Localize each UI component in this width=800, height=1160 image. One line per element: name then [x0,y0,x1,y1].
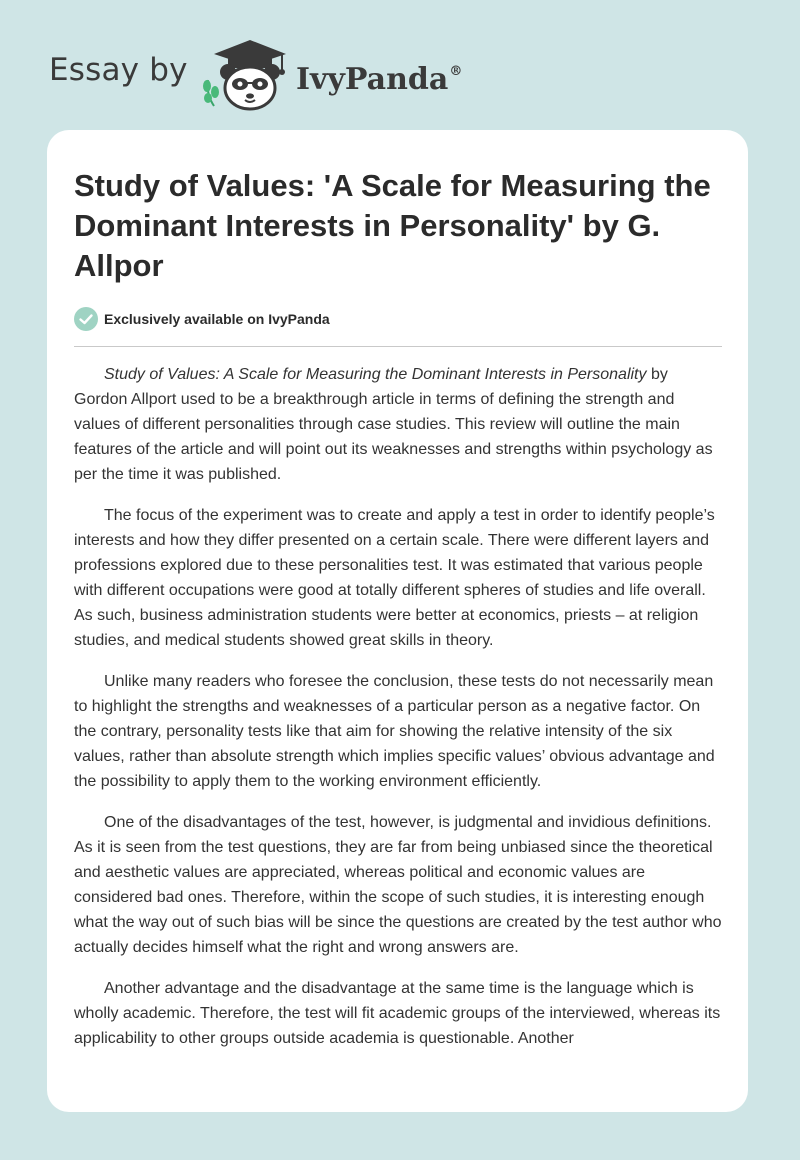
essay-title: Study of Values: 'A Scale for Measuring the Dominant Interests in Personality' by G. Allpor [74,168,711,283]
paragraph-3: Unlike many readers who foresee the conclusion, these tests do not necessarily mean to highlight the strengths and weaknesses of a particular person as a negative factor. On the contrary, personality tests like that aim for showing the relative intensity of the six values, rather than absolute strength which implies specific values’ obvious advantage and the possibility to apply them to the working environment efficiently. [74,673,715,790]
paragraph-1 [74,362,724,487]
exclusive-label: Exclusively available on IvyPanda [104,311,330,327]
site-header [0,0,800,130]
ivypanda-wordmark[interactable] [296,54,462,98]
registered-mark: ® [449,64,463,79]
essay-body [74,362,724,1067]
check-circle-icon [74,307,98,331]
divider [74,346,722,347]
article-title-italic: Study of Values: A Scale for Measuring the Dominant Interests in Personality [104,366,647,383]
brand-name-text: IvyPanda [296,62,449,97]
essay-by-label: Essay by [49,52,188,88]
paragraph-1-text: by Gordon Allport used to be a breakthrough article in terms of defining the strength and values of different personalities through case studies. This review will outline the main features of the article and will point out its weaknesses and strengths within psychology as per the time it was published. [74,366,713,483]
panda-graduate-icon[interactable] [198,36,294,112]
essay-card [47,130,748,1112]
paragraph-5: Another advantage and the disadvantage at the same time is the language which is wholly academic. Therefore, the test will fit academic groups of the interviewed, whereas its applicability to other groups outside academia is questionable. Another [74,980,721,1047]
exclusive-badge [74,306,330,332]
paragraph-2: The focus of the experiment was to create and apply a test in order to identify people’s interests and how they differ presented on a certain scale. There were different layers and professions explored due to these personalities test. It was estimated that various people with different occupations were good at totally different spheres of studies and life overall. As such, business administration students were better at economics, priests – at religion studies, and medical students showed great skills in theory. [74,507,715,649]
paragraph-4: One of the disadvantages of the test, however, is judgmental and invidious definitions. As it is seen from the test questions, they are far from being unbiased since the theoretical and aesthetic values are appreciated, whereas political and economic values are considered bad ones. Therefore, within the scope of such studies, it is interesting enough what the way out of such bias will be since the questions are created by the test author who actually decides himself what the right and wrong answers are. [74,814,722,956]
